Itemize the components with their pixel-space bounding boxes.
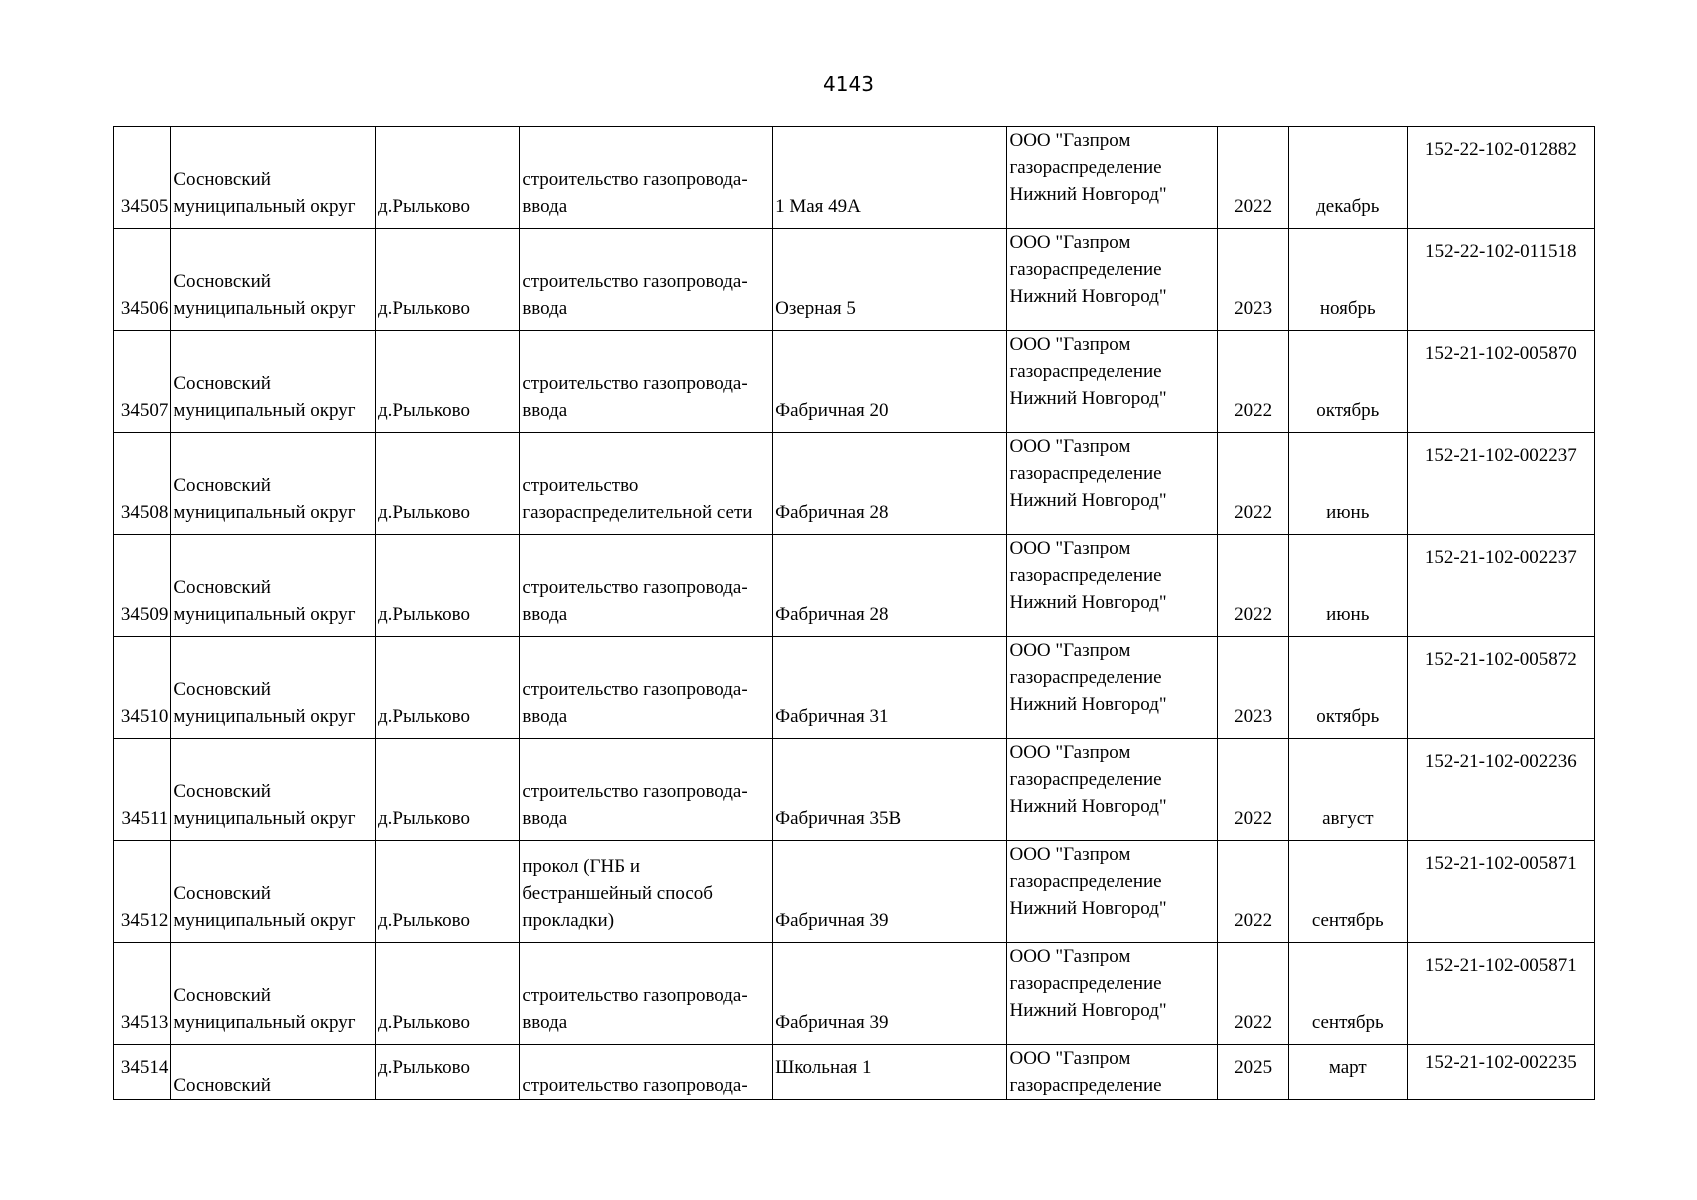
code-cell bbox=[1407, 535, 1594, 637]
work-line-2: бестраншейный способ bbox=[522, 883, 713, 904]
row-number: 34506 bbox=[120, 298, 169, 319]
district-cell bbox=[171, 229, 376, 331]
row-number-cell bbox=[114, 127, 171, 229]
row-number: 34507 bbox=[120, 400, 169, 421]
district-cell bbox=[171, 331, 376, 433]
year: 2023 bbox=[1234, 706, 1273, 727]
village-cell bbox=[376, 739, 520, 841]
code: 152-21-102-005872 bbox=[1424, 649, 1577, 670]
code: 152-21-102-002237 bbox=[1424, 445, 1577, 466]
org-line-1: ООО "Газпром bbox=[1009, 946, 1131, 967]
work-type-cell bbox=[520, 535, 773, 637]
year: 2025 bbox=[1234, 1057, 1273, 1078]
code: 152-21-102-005871 bbox=[1424, 853, 1577, 874]
work-line-2: ввода bbox=[522, 298, 568, 319]
district-line-1: Сосновский bbox=[173, 883, 271, 904]
address: 1 Мая 49А bbox=[775, 196, 861, 217]
month-cell bbox=[1288, 433, 1407, 535]
organization-cell bbox=[1007, 739, 1218, 841]
row-number-cell bbox=[114, 1045, 171, 1100]
org-line-1: ООО "Газпром bbox=[1009, 640, 1131, 661]
table-row bbox=[114, 1045, 1595, 1100]
month: ноябрь bbox=[1319, 298, 1376, 319]
address: Фабричная 28 bbox=[775, 502, 889, 523]
org-line-2: газораспределение bbox=[1009, 565, 1162, 586]
month: октябрь bbox=[1316, 400, 1380, 421]
org-line-1: ООО "Газпром bbox=[1009, 232, 1131, 253]
district-line-2: муниципальный округ bbox=[173, 604, 356, 625]
org-line-2: газораспределение bbox=[1009, 259, 1162, 280]
month-cell bbox=[1288, 535, 1407, 637]
address-cell bbox=[773, 637, 1007, 739]
district-cell bbox=[171, 535, 376, 637]
month-cell bbox=[1288, 739, 1407, 841]
district-line-1: Сосновский bbox=[173, 169, 271, 190]
row-number: 34505 bbox=[120, 196, 169, 217]
work-line-2: ввода bbox=[522, 706, 568, 727]
code-cell bbox=[1407, 127, 1594, 229]
district-line-2: муниципальный округ bbox=[173, 808, 356, 829]
year-cell bbox=[1218, 229, 1289, 331]
org-line-2: газораспределение bbox=[1009, 667, 1162, 688]
address: Фабричная 39 bbox=[775, 910, 889, 931]
district-cell bbox=[171, 127, 376, 229]
village-cell bbox=[376, 1045, 520, 1100]
work-line-1: строительство газопровода- bbox=[522, 985, 748, 1006]
code: 152-21-102-005870 bbox=[1424, 343, 1577, 364]
year-cell bbox=[1218, 739, 1289, 841]
code-cell bbox=[1407, 229, 1594, 331]
month: июнь bbox=[1326, 604, 1370, 625]
code: 152-22-102-012882 bbox=[1424, 139, 1577, 160]
address-cell bbox=[773, 943, 1007, 1045]
month: сентябрь bbox=[1311, 910, 1384, 931]
table-body bbox=[114, 127, 1595, 1100]
org-line-2: газораспределение bbox=[1009, 157, 1162, 178]
address: Озерная 5 bbox=[775, 298, 856, 319]
district-cell bbox=[171, 1045, 376, 1100]
organization-cell bbox=[1007, 1045, 1218, 1100]
village: д.Рыльково bbox=[378, 1057, 471, 1078]
row-number: 34511 bbox=[121, 808, 169, 829]
district-cell bbox=[171, 637, 376, 739]
village-cell bbox=[376, 943, 520, 1045]
row-number-cell bbox=[114, 841, 171, 943]
code: 152-22-102-011518 bbox=[1425, 241, 1577, 262]
village-cell bbox=[376, 433, 520, 535]
table-row bbox=[114, 739, 1595, 841]
district-line-1: Сосновский bbox=[173, 985, 271, 1006]
district-line-2: муниципальный округ bbox=[173, 502, 356, 523]
work-type-cell bbox=[520, 1045, 773, 1100]
row-number: 34512 bbox=[120, 910, 169, 931]
row-number-cell bbox=[114, 739, 171, 841]
district-line-1: Сосновский bbox=[173, 679, 271, 700]
work-line-2: ввода bbox=[522, 808, 568, 829]
code-cell bbox=[1407, 739, 1594, 841]
org-line-1: ООО "Газпром bbox=[1009, 1048, 1131, 1069]
table-row bbox=[114, 127, 1595, 229]
organization-cell bbox=[1007, 943, 1218, 1045]
address-cell bbox=[773, 739, 1007, 841]
village: д.Рыльково bbox=[378, 298, 471, 319]
row-number: 34509 bbox=[120, 604, 169, 625]
code-cell bbox=[1407, 943, 1594, 1045]
org-line-3: Нижний Новгород" bbox=[1009, 184, 1167, 205]
org-line-3: Нижний Новгород" bbox=[1009, 898, 1167, 919]
work-type-cell bbox=[520, 331, 773, 433]
work-line-3: прокладки) bbox=[522, 910, 615, 931]
district-line-2: муниципальный округ bbox=[173, 196, 356, 217]
year-cell bbox=[1218, 943, 1289, 1045]
work-line-1: строительство газопровода- bbox=[522, 679, 748, 700]
code: 152-21-102-002237 bbox=[1424, 547, 1577, 568]
village: д.Рыльково bbox=[378, 196, 471, 217]
month-cell bbox=[1288, 127, 1407, 229]
row-number: 34513 bbox=[120, 1012, 169, 1033]
village-cell bbox=[376, 637, 520, 739]
month-cell bbox=[1288, 637, 1407, 739]
year: 2022 bbox=[1234, 1012, 1273, 1033]
code: 152-21-102-002236 bbox=[1424, 751, 1577, 772]
year: 2023 bbox=[1234, 298, 1273, 319]
village: д.Рыльково bbox=[378, 604, 471, 625]
work-type-cell bbox=[520, 841, 773, 943]
year: 2022 bbox=[1234, 400, 1273, 421]
district-line-1: Сосновский bbox=[173, 373, 271, 394]
code-cell bbox=[1407, 433, 1594, 535]
row-number: 34508 bbox=[120, 502, 169, 523]
district-cell bbox=[171, 943, 376, 1045]
row-number-cell bbox=[114, 433, 171, 535]
year: 2022 bbox=[1234, 502, 1273, 523]
table-row bbox=[114, 229, 1595, 331]
work-type-cell bbox=[520, 433, 773, 535]
district-line-1: Сосновский bbox=[173, 271, 271, 292]
year-cell bbox=[1218, 433, 1289, 535]
org-line-3: Нижний Новгород" bbox=[1009, 694, 1167, 715]
organization-cell bbox=[1007, 535, 1218, 637]
year: 2022 bbox=[1234, 808, 1273, 829]
month: март bbox=[1328, 1057, 1367, 1078]
row-number: 34510 bbox=[120, 706, 169, 727]
work-line-2: ввода bbox=[522, 400, 568, 421]
organization-cell bbox=[1007, 331, 1218, 433]
org-line-3: Нижний Новгород" bbox=[1009, 592, 1167, 613]
work-line-1: строительство газопровода- bbox=[522, 271, 748, 292]
district-cell bbox=[171, 739, 376, 841]
row-number-cell bbox=[114, 637, 171, 739]
organization-cell bbox=[1007, 127, 1218, 229]
month: сентябрь bbox=[1311, 1012, 1384, 1033]
year-cell bbox=[1218, 331, 1289, 433]
org-line-1: ООО "Газпром bbox=[1009, 436, 1131, 457]
work-line-1: строительство bbox=[522, 475, 639, 496]
address: Фабричная 20 bbox=[775, 400, 889, 421]
work-type-cell bbox=[520, 127, 773, 229]
code-cell bbox=[1407, 841, 1594, 943]
district-line-2: муниципальный округ bbox=[173, 706, 356, 727]
work-line-1: строительство газопровода- bbox=[522, 1075, 748, 1096]
work-type-cell bbox=[520, 739, 773, 841]
org-line-1: ООО "Газпром bbox=[1009, 844, 1131, 865]
village-cell bbox=[376, 229, 520, 331]
organization-cell bbox=[1007, 637, 1218, 739]
month: октябрь bbox=[1316, 706, 1380, 727]
org-line-2: газораспределение bbox=[1009, 769, 1162, 790]
registry-table bbox=[113, 126, 1595, 1100]
district-cell bbox=[171, 841, 376, 943]
work-type-cell bbox=[520, 229, 773, 331]
district-line-1: Сосновский bbox=[173, 1075, 271, 1096]
address-cell bbox=[773, 433, 1007, 535]
code-cell bbox=[1407, 637, 1594, 739]
district-line-2: муниципальный округ bbox=[173, 910, 356, 931]
village-cell bbox=[376, 127, 520, 229]
village: д.Рыльково bbox=[378, 910, 471, 931]
org-line-1: ООО "Газпром bbox=[1009, 130, 1131, 151]
org-line-1: ООО "Газпром bbox=[1009, 334, 1131, 355]
district-line-1: Сосновский bbox=[173, 577, 271, 598]
month-cell bbox=[1288, 841, 1407, 943]
year-cell bbox=[1218, 1045, 1289, 1100]
year-cell bbox=[1218, 637, 1289, 739]
work-type-cell bbox=[520, 637, 773, 739]
code-cell bbox=[1407, 331, 1594, 433]
address: Фабричная 31 bbox=[775, 706, 889, 727]
district-line-2: муниципальный округ bbox=[173, 298, 356, 319]
org-line-2: газораспределение bbox=[1009, 871, 1162, 892]
month: декабрь bbox=[1316, 196, 1380, 217]
row-number-cell bbox=[114, 943, 171, 1045]
year-cell bbox=[1218, 535, 1289, 637]
district-line-1: Сосновский bbox=[173, 475, 271, 496]
village: д.Рыльково bbox=[378, 808, 471, 829]
address: Фабричная 39 bbox=[775, 1012, 889, 1033]
org-line-3: Нижний Новгород" bbox=[1009, 796, 1167, 817]
org-line-1: ООО "Газпром bbox=[1009, 742, 1131, 763]
table-row bbox=[114, 841, 1595, 943]
address-cell bbox=[773, 331, 1007, 433]
org-line-2: газораспределение bbox=[1009, 361, 1162, 382]
year: 2022 bbox=[1234, 910, 1273, 931]
row-number-cell bbox=[114, 229, 171, 331]
address-cell bbox=[773, 841, 1007, 943]
work-line-1: прокол (ГНБ и bbox=[522, 856, 641, 877]
month-cell bbox=[1288, 1045, 1407, 1100]
work-line-2: газораспределительной сети bbox=[522, 502, 753, 523]
month: июнь bbox=[1326, 502, 1370, 523]
month-cell bbox=[1288, 943, 1407, 1045]
work-line-2: ввода bbox=[522, 196, 568, 217]
month: август bbox=[1322, 808, 1374, 829]
address-cell bbox=[773, 229, 1007, 331]
org-line-3: Нижний Новгород" bbox=[1009, 388, 1167, 409]
work-line-2: ввода bbox=[522, 604, 568, 625]
table-row bbox=[114, 433, 1595, 535]
district-line-2: муниципальный округ bbox=[173, 400, 356, 421]
address: Фабричная 35В bbox=[775, 808, 902, 829]
row-number-cell bbox=[114, 331, 171, 433]
org-line-2: газораспределение bbox=[1009, 1075, 1162, 1096]
org-line-3: Нижний Новгород" bbox=[1009, 490, 1167, 511]
village-cell bbox=[376, 331, 520, 433]
month-cell bbox=[1288, 331, 1407, 433]
code: 152-21-102-005871 bbox=[1424, 955, 1577, 976]
table-row bbox=[114, 637, 1595, 739]
code-cell bbox=[1407, 1045, 1594, 1100]
year-cell bbox=[1218, 841, 1289, 943]
village-cell bbox=[376, 535, 520, 637]
address-cell bbox=[773, 1045, 1007, 1100]
org-line-2: газораспределение bbox=[1009, 973, 1162, 994]
district-cell bbox=[171, 433, 376, 535]
district-line-2: муниципальный округ bbox=[173, 1012, 356, 1033]
address: Фабричная 28 bbox=[775, 604, 889, 625]
year: 2022 bbox=[1234, 196, 1273, 217]
organization-cell bbox=[1007, 841, 1218, 943]
table-row bbox=[114, 331, 1595, 433]
address: Школьная 1 bbox=[775, 1057, 872, 1078]
org-line-3: Нижний Новгород" bbox=[1009, 1000, 1167, 1021]
village: д.Рыльково bbox=[378, 502, 471, 523]
code: 152-21-102-002235 bbox=[1424, 1052, 1577, 1073]
work-line-1: строительство газопровода- bbox=[522, 373, 748, 394]
org-line-3: Нижний Новгород" bbox=[1009, 286, 1167, 307]
table-row bbox=[114, 943, 1595, 1045]
year: 2022 bbox=[1234, 604, 1273, 625]
village-cell bbox=[376, 841, 520, 943]
address-cell bbox=[773, 535, 1007, 637]
table-row bbox=[114, 535, 1595, 637]
org-line-2: газораспределение bbox=[1009, 463, 1162, 484]
org-line-1: ООО "Газпром bbox=[1009, 538, 1131, 559]
month-cell bbox=[1288, 229, 1407, 331]
work-line-1: строительство газопровода- bbox=[522, 169, 748, 190]
work-line-2: ввода bbox=[522, 1012, 568, 1033]
year-cell bbox=[1218, 127, 1289, 229]
village: д.Рыльково bbox=[378, 400, 471, 421]
work-line-1: строительство газопровода- bbox=[522, 781, 748, 802]
page-number: 4143 bbox=[823, 72, 874, 96]
organization-cell bbox=[1007, 433, 1218, 535]
row-number: 34514 bbox=[120, 1057, 169, 1078]
row-number-cell bbox=[114, 535, 171, 637]
organization-cell bbox=[1007, 229, 1218, 331]
village: д.Рыльково bbox=[378, 706, 471, 727]
address-cell bbox=[773, 127, 1007, 229]
work-type-cell bbox=[520, 943, 773, 1045]
village: д.Рыльково bbox=[378, 1012, 471, 1033]
district-line-1: Сосновский bbox=[173, 781, 271, 802]
work-line-1: строительство газопровода- bbox=[522, 577, 748, 598]
